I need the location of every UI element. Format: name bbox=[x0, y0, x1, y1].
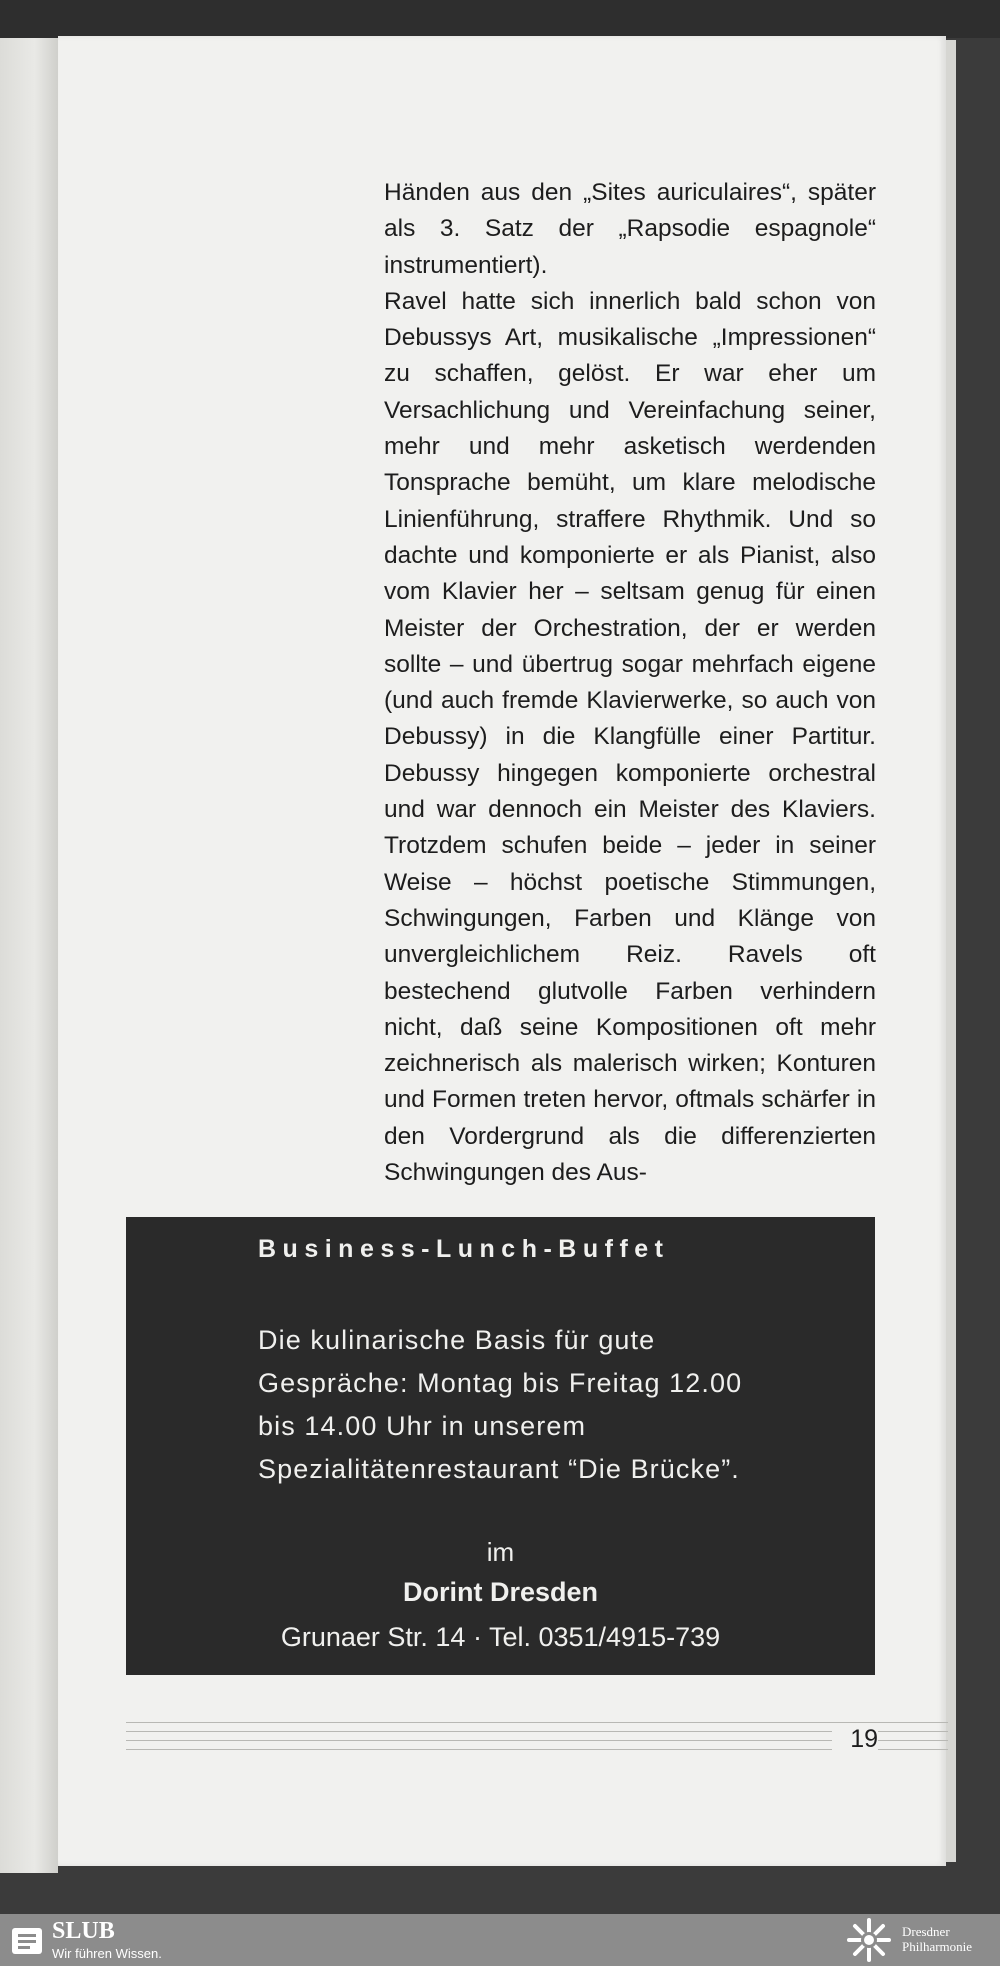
previous-page-edge bbox=[0, 38, 58, 1873]
ad-title: Business-Lunch-Buffet bbox=[258, 1235, 670, 1263]
philharmonie-line-1: Dresdner bbox=[902, 1924, 950, 1939]
philharmonie-sunburst-icon bbox=[842, 1917, 896, 1963]
page-right-edge bbox=[946, 40, 956, 1862]
business-lunch-advertisement bbox=[126, 1217, 875, 1675]
paragraph-1: Händen aus den „Sites auriculaires“, später als 3. Satz der „Rapsodie espagnole“ instrumentiert). bbox=[384, 179, 876, 279]
article-body bbox=[384, 175, 876, 1191]
page-number: 19 bbox=[832, 1725, 878, 1759]
footer-rule-lines bbox=[126, 1722, 948, 1762]
ad-preposition: im bbox=[486, 1537, 515, 1567]
library-footer-bar bbox=[0, 1914, 1000, 1966]
paragraph-2: Ravel hatte sich innerlich bald schon von Debussys Art, musikalische „Impressionen“ zu schaffen, gelöst. Er war eher um Versachlichung und Vereinfachung seiner, mehr und mehr asketisch werdenden Tonsprache bemüht, um klare melodische Linienführung, straffere Rhythmik. Und so dachte und komponierte er als Pianist, also vom Klavier her – seltsam genug für einen Meister der Orchestration, der er werden sollte – und übertrug sogar mehrfach eigene (und auch fremde Klavierwerke, so auch von Debussy) in die Klangfülle einer Partitur. Debussy hingegen komponierte orchestral und war dennoch ein Meister des Klaviers. Trotzdem schufen beide – jeder in seiner Weise – höchst poetische Stimmungen, Schwingungen, Farben und Klänge von unvergleichlichem Reiz. Ravels oft bestechend glutvolle Farben verhindern nicht, daß seine Kompositionen oft mehr zeichnerisch als malerisch wirken; Konturen und Formen treten hervor, oftmals schärfer in den Vordergrund als die differenzierten Schwingungen des Aus- bbox=[384, 287, 876, 1187]
slub-logo-icon bbox=[12, 1926, 46, 1956]
philharmonie-name bbox=[902, 1924, 972, 1954]
slub-tagline: Wir führen Wissen. bbox=[52, 1946, 162, 1961]
ad-description: Die kulinarische Basis für gute Gespräche: Montag bis Freitag 12.00 bis 14.00 Uhr in unserem Spezialitätenrestaurant “Die Brücke”. bbox=[258, 1325, 743, 1484]
ad-venue-name: Dorint Dresden bbox=[402, 1577, 599, 1607]
slub-name: SLUB bbox=[52, 1918, 115, 1944]
ad-address: Grunaer Str. 14 · Tel. 0351/4915-739 bbox=[280, 1622, 721, 1652]
scan-background-top bbox=[0, 0, 1000, 38]
philharmonie-line-2: Philharmonie bbox=[902, 1939, 973, 1954]
